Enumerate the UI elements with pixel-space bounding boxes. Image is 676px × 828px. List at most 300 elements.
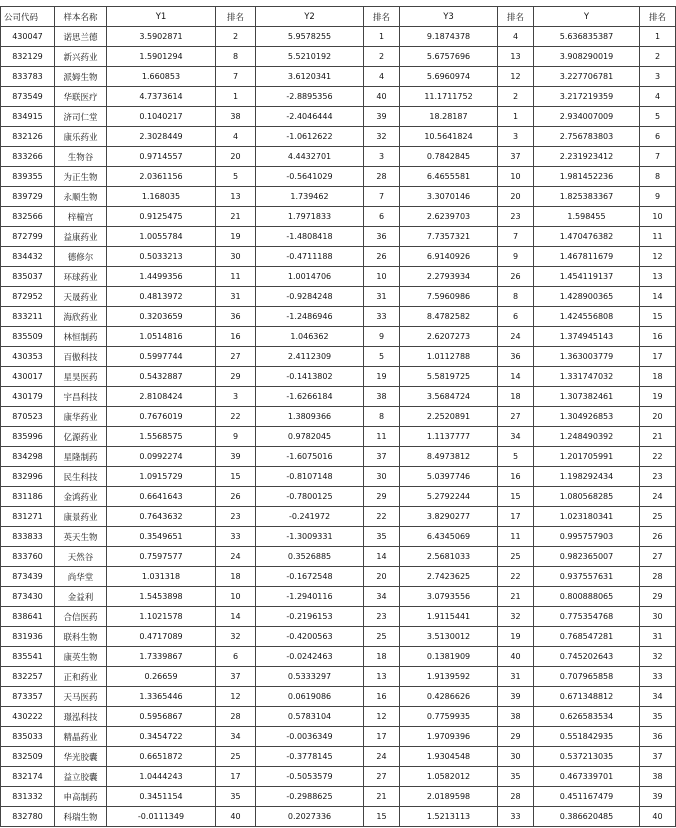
table-row (1, 687, 676, 707)
cell-rank2: 13 (364, 667, 400, 687)
cell-y: 0.707965858 (534, 667, 640, 687)
cell-name: 星隆制药 (55, 447, 107, 467)
cell-rank1: 3 (216, 387, 256, 407)
cell-rank: 17 (640, 347, 676, 367)
table-row (1, 747, 676, 767)
cell-y2: -0.9284248 (256, 287, 364, 307)
cell-code: 430179 (1, 387, 55, 407)
cell-y2: 3.6120341 (256, 67, 364, 87)
cell-rank1: 24 (216, 547, 256, 567)
cell-rank1: 38 (216, 107, 256, 127)
cell-rank2: 6 (364, 207, 400, 227)
cell-rank2: 29 (364, 487, 400, 507)
cell-rank1: 8 (216, 47, 256, 67)
cell-y3: 0.7759935 (400, 707, 498, 727)
cell-rank: 35 (640, 707, 676, 727)
cell-rank: 22 (640, 447, 676, 467)
cell-code: 839729 (1, 187, 55, 207)
cell-y2: 0.9782045 (256, 427, 364, 447)
table-row (1, 27, 676, 47)
cell-name: 益康药业 (55, 227, 107, 247)
cell-code: 833783 (1, 67, 55, 87)
cell-y: 0.626583534 (534, 707, 640, 727)
header-row (1, 7, 676, 27)
cell-code: 833266 (1, 147, 55, 167)
cell-y2: -0.5641029 (256, 167, 364, 187)
cell-y3: 2.6207273 (400, 327, 498, 347)
cell-y3: 2.6239703 (400, 207, 498, 227)
cell-y: 0.537213035 (534, 747, 640, 767)
cell-y3: 3.0793556 (400, 587, 498, 607)
header-rank2: 排名 (364, 7, 400, 27)
table-row (1, 67, 676, 87)
cell-rank: 15 (640, 307, 676, 327)
cell-rank1: 34 (216, 727, 256, 747)
table-row (1, 87, 676, 107)
table-row (1, 207, 676, 227)
cell-rank3: 12 (498, 67, 534, 87)
cell-y1: 0.6641643 (107, 487, 216, 507)
cell-y3: 1.9304548 (400, 747, 498, 767)
cell-y3: 2.7423625 (400, 567, 498, 587)
cell-y: 1.201705991 (534, 447, 640, 467)
cell-y3: 2.2793934 (400, 267, 498, 287)
cell-rank2: 25 (364, 627, 400, 647)
cell-name: 林恒制药 (55, 327, 107, 347)
cell-y1: 4.7373614 (107, 87, 216, 107)
table-row (1, 267, 676, 287)
cell-y3: 10.5641824 (400, 127, 498, 147)
cell-rank1: 39 (216, 447, 256, 467)
cell-rank2: 33 (364, 307, 400, 327)
cell-rank1: 32 (216, 627, 256, 647)
cell-y1: 0.6651872 (107, 747, 216, 767)
cell-y1: 0.0992274 (107, 447, 216, 467)
cell-rank: 18 (640, 367, 676, 387)
cell-rank: 33 (640, 667, 676, 687)
cell-y3: 5.6960974 (400, 67, 498, 87)
cell-code: 832566 (1, 207, 55, 227)
cell-y: 1.331747032 (534, 367, 640, 387)
cell-rank1: 2 (216, 27, 256, 47)
header-y3: Y3 (400, 7, 498, 27)
cell-rank1: 1 (216, 87, 256, 107)
cell-y2: 0.2027336 (256, 807, 364, 827)
cell-rank2: 5 (364, 347, 400, 367)
cell-rank3: 28 (498, 787, 534, 807)
cell-y1: 1.5453898 (107, 587, 216, 607)
cell-rank: 21 (640, 427, 676, 447)
cell-rank1: 7 (216, 67, 256, 87)
cell-rank2: 8 (364, 407, 400, 427)
cell-rank2: 24 (364, 747, 400, 767)
cell-code: 870523 (1, 407, 55, 427)
cell-y2: 5.9578255 (256, 27, 364, 47)
cell-y3: 1.9115441 (400, 607, 498, 627)
table-row (1, 307, 676, 327)
cell-rank3: 30 (498, 747, 534, 767)
cell-rank3: 26 (498, 267, 534, 287)
cell-code: 873549 (1, 87, 55, 107)
cell-y2: -0.0242463 (256, 647, 364, 667)
cell-rank3: 27 (498, 407, 534, 427)
cell-rank: 5 (640, 107, 676, 127)
table-row (1, 427, 676, 447)
cell-rank: 2 (640, 47, 676, 67)
cell-y2: -1.2486946 (256, 307, 364, 327)
cell-rank3: 25 (498, 547, 534, 567)
cell-rank: 28 (640, 567, 676, 587)
cell-name: 派姆生物 (55, 67, 107, 87)
cell-y3: 5.6757696 (400, 47, 498, 67)
cell-rank: 9 (640, 187, 676, 207)
cell-code: 873357 (1, 687, 55, 707)
table-row (1, 467, 676, 487)
cell-y1: 1.168035 (107, 187, 216, 207)
cell-code: 832174 (1, 767, 55, 787)
cell-rank: 6 (640, 127, 676, 147)
cell-code: 833760 (1, 547, 55, 567)
cell-y3: 1.9709396 (400, 727, 498, 747)
table-row (1, 527, 676, 547)
cell-rank: 24 (640, 487, 676, 507)
table-row (1, 587, 676, 607)
cell-rank3: 29 (498, 727, 534, 747)
cell-rank: 32 (640, 647, 676, 667)
cell-name: 合信医药 (55, 607, 107, 627)
cell-rank2: 3 (364, 147, 400, 167)
header-rank: 排名 (640, 7, 676, 27)
cell-code: 872952 (1, 287, 55, 307)
table-row (1, 327, 676, 347)
cell-code: 430017 (1, 367, 55, 387)
cell-rank1: 37 (216, 667, 256, 687)
cell-y1: 0.7597577 (107, 547, 216, 567)
cell-y1: 0.4717089 (107, 627, 216, 647)
cell-rank3: 34 (498, 427, 534, 447)
cell-name: 尚华堂 (55, 567, 107, 587)
cell-code: 832780 (1, 807, 55, 827)
cell-rank2: 38 (364, 387, 400, 407)
cell-y2: -0.5053579 (256, 767, 364, 787)
cell-name: 宇昌科技 (55, 387, 107, 407)
cell-y3: 8.4782582 (400, 307, 498, 327)
cell-name: 天然谷 (55, 547, 107, 567)
cell-code: 832509 (1, 747, 55, 767)
cell-y3: 8.4973812 (400, 447, 498, 467)
cell-rank1: 18 (216, 567, 256, 587)
cell-code: 838641 (1, 607, 55, 627)
cell-rank2: 28 (364, 167, 400, 187)
cell-name: 金鸿药业 (55, 487, 107, 507)
cell-rank1: 28 (216, 707, 256, 727)
cell-name: 科瑞生物 (55, 807, 107, 827)
cell-code: 831271 (1, 507, 55, 527)
cell-y3: 2.5681033 (400, 547, 498, 567)
cell-y3: 1.1137777 (400, 427, 498, 447)
cell-rank1: 12 (216, 687, 256, 707)
cell-name: 为正生物 (55, 167, 107, 187)
table-row (1, 47, 676, 67)
cell-rank2: 19 (364, 367, 400, 387)
cell-rank: 14 (640, 287, 676, 307)
cell-y: 0.671348812 (534, 687, 640, 707)
cell-y: 1.428900365 (534, 287, 640, 307)
cell-rank2: 4 (364, 67, 400, 87)
cell-y3: 18.28187 (400, 107, 498, 127)
cell-rank1: 10 (216, 587, 256, 607)
cell-y1: 0.5956867 (107, 707, 216, 727)
cell-code: 835541 (1, 647, 55, 667)
cell-y2: -1.6266184 (256, 387, 364, 407)
cell-y: 0.995757903 (534, 527, 640, 547)
cell-y3: 3.3070146 (400, 187, 498, 207)
cell-code: 835509 (1, 327, 55, 347)
cell-name: 天马医药 (55, 687, 107, 707)
cell-y2: -1.4808418 (256, 227, 364, 247)
table-row (1, 387, 676, 407)
cell-name: 济司仁堂 (55, 107, 107, 127)
table-row (1, 787, 676, 807)
table-row (1, 667, 676, 687)
cell-y: 0.800888065 (534, 587, 640, 607)
cell-y: 1.598455 (534, 207, 640, 227)
cell-rank: 36 (640, 727, 676, 747)
cell-y3: 2.0189598 (400, 787, 498, 807)
cell-y2: 4.4432701 (256, 147, 364, 167)
cell-y2: -0.4200563 (256, 627, 364, 647)
cell-y1: 1.0055784 (107, 227, 216, 247)
cell-y2: 1.0014706 (256, 267, 364, 287)
cell-rank3: 32 (498, 607, 534, 627)
cell-rank3: 35 (498, 767, 534, 787)
cell-rank1: 20 (216, 147, 256, 167)
cell-rank3: 16 (498, 467, 534, 487)
cell-rank3: 37 (498, 147, 534, 167)
cell-code: 832129 (1, 47, 55, 67)
cell-rank: 19 (640, 387, 676, 407)
cell-y: 1.023180341 (534, 507, 640, 527)
cell-y2: -0.241972 (256, 507, 364, 527)
cell-name: 天晟药业 (55, 287, 107, 307)
cell-code: 835033 (1, 727, 55, 747)
cell-rank2: 36 (364, 227, 400, 247)
cell-name: 生物谷 (55, 147, 107, 167)
header-y1: Y1 (107, 7, 216, 27)
cell-y2: -1.2940116 (256, 587, 364, 607)
cell-rank1: 19 (216, 227, 256, 247)
cell-rank3: 13 (498, 47, 534, 67)
cell-rank3: 1 (498, 107, 534, 127)
cell-code: 834432 (1, 247, 55, 267)
cell-y: 1.424556808 (534, 307, 640, 327)
cell-y: 3.217219359 (534, 87, 640, 107)
cell-code: 430047 (1, 27, 55, 47)
cell-y: 1.467811679 (534, 247, 640, 267)
cell-name: 德修尔 (55, 247, 107, 267)
cell-y3: 6.4655581 (400, 167, 498, 187)
cell-y1: 0.9714557 (107, 147, 216, 167)
cell-rank: 37 (640, 747, 676, 767)
cell-code: 873439 (1, 567, 55, 587)
cell-y1: 1.0514816 (107, 327, 216, 347)
cell-rank2: 31 (364, 287, 400, 307)
cell-y: 1.454119137 (534, 267, 640, 287)
cell-y2: -0.8107148 (256, 467, 364, 487)
cell-rank3: 15 (498, 487, 534, 507)
cell-y3: 1.0582012 (400, 767, 498, 787)
cell-rank3: 19 (498, 627, 534, 647)
cell-rank1: 4 (216, 127, 256, 147)
cell-y3: 7.5960986 (400, 287, 498, 307)
table-row (1, 167, 676, 187)
cell-y1: 0.3454722 (107, 727, 216, 747)
cell-rank3: 6 (498, 307, 534, 327)
cell-name: 联科生物 (55, 627, 107, 647)
cell-y1: 1.0444243 (107, 767, 216, 787)
cell-rank: 12 (640, 247, 676, 267)
cell-y3: 2.2520891 (400, 407, 498, 427)
cell-rank2: 17 (364, 727, 400, 747)
cell-y3: 5.0397746 (400, 467, 498, 487)
cell-rank2: 37 (364, 447, 400, 467)
cell-y: 1.248490392 (534, 427, 640, 447)
cell-rank1: 22 (216, 407, 256, 427)
cell-rank: 39 (640, 787, 676, 807)
cell-rank3: 22 (498, 567, 534, 587)
cell-y2: -0.1413802 (256, 367, 364, 387)
cell-name: 亿源药业 (55, 427, 107, 447)
cell-rank3: 39 (498, 687, 534, 707)
cell-rank: 25 (640, 507, 676, 527)
cell-y: 3.227706781 (534, 67, 640, 87)
cell-rank3: 7 (498, 227, 534, 247)
cell-name: 环球药业 (55, 267, 107, 287)
cell-rank1: 25 (216, 747, 256, 767)
cell-y1: 1.660853 (107, 67, 216, 87)
cell-y2: 0.5783104 (256, 707, 364, 727)
cell-rank: 16 (640, 327, 676, 347)
cell-y1: 0.1040217 (107, 107, 216, 127)
cell-rank: 34 (640, 687, 676, 707)
cell-rank2: 14 (364, 547, 400, 567)
cell-rank1: 31 (216, 287, 256, 307)
cell-y3: 0.7842845 (400, 147, 498, 167)
cell-y2: -0.7800125 (256, 487, 364, 507)
table-row (1, 607, 676, 627)
cell-y3: 3.8290277 (400, 507, 498, 527)
cell-rank: 13 (640, 267, 676, 287)
cell-rank1: 11 (216, 267, 256, 287)
cell-y1: 0.7643632 (107, 507, 216, 527)
cell-y: 2.756783803 (534, 127, 640, 147)
cell-code: 872799 (1, 227, 55, 247)
cell-y: 0.551842935 (534, 727, 640, 747)
cell-y2: -0.4711188 (256, 247, 364, 267)
cell-code: 835037 (1, 267, 55, 287)
table-row (1, 627, 676, 647)
cell-rank1: 17 (216, 767, 256, 787)
cell-name: 璟泓科技 (55, 707, 107, 727)
cell-rank: 20 (640, 407, 676, 427)
cell-rank1: 30 (216, 247, 256, 267)
cell-y: 1.080568285 (534, 487, 640, 507)
cell-y: 1.307382461 (534, 387, 640, 407)
cell-rank3: 11 (498, 527, 534, 547)
cell-name: 益立胶囊 (55, 767, 107, 787)
cell-y1: 0.5033213 (107, 247, 216, 267)
cell-rank3: 20 (498, 187, 534, 207)
header-name: 样本名称 (55, 7, 107, 27)
cell-rank2: 9 (364, 327, 400, 347)
cell-y3: 6.4345069 (400, 527, 498, 547)
cell-rank1: 21 (216, 207, 256, 227)
cell-rank2: 34 (364, 587, 400, 607)
table-row (1, 227, 676, 247)
cell-y3: 3.5130012 (400, 627, 498, 647)
cell-y3: 5.2792244 (400, 487, 498, 507)
cell-y2: -0.2988625 (256, 787, 364, 807)
table-row (1, 807, 676, 827)
cell-rank2: 12 (364, 707, 400, 727)
cell-rank3: 33 (498, 807, 534, 827)
header-y2: Y2 (256, 7, 364, 27)
cell-y1: 0.7676019 (107, 407, 216, 427)
table-row (1, 287, 676, 307)
cell-name: 申高制药 (55, 787, 107, 807)
cell-rank3: 38 (498, 707, 534, 727)
cell-y1: 0.3203659 (107, 307, 216, 327)
cell-name: 百傲科技 (55, 347, 107, 367)
cell-rank3: 10 (498, 167, 534, 187)
cell-y2: 5.5210192 (256, 47, 364, 67)
cell-y: 3.908290019 (534, 47, 640, 67)
cell-rank: 31 (640, 627, 676, 647)
cell-y2: -0.0036349 (256, 727, 364, 747)
cell-y1: 2.0361156 (107, 167, 216, 187)
table-row (1, 127, 676, 147)
cell-rank2: 40 (364, 87, 400, 107)
cell-rank1: 16 (216, 327, 256, 347)
cell-rank2: 7 (364, 187, 400, 207)
cell-code: 873430 (1, 587, 55, 607)
cell-y1: 0.5432887 (107, 367, 216, 387)
cell-rank: 30 (640, 607, 676, 627)
cell-rank2: 32 (364, 127, 400, 147)
cell-code: 430353 (1, 347, 55, 367)
cell-rank3: 21 (498, 587, 534, 607)
cell-y2: 1.7971833 (256, 207, 364, 227)
cell-rank1: 6 (216, 647, 256, 667)
cell-code: 832257 (1, 667, 55, 687)
cell-rank3: 31 (498, 667, 534, 687)
cell-name: 民生科技 (55, 467, 107, 487)
cell-rank3: 17 (498, 507, 534, 527)
cell-y1: 1.5568575 (107, 427, 216, 447)
table-row (1, 147, 676, 167)
cell-name: 永顺生物 (55, 187, 107, 207)
cell-rank2: 26 (364, 247, 400, 267)
cell-name: 星昊医药 (55, 367, 107, 387)
cell-code: 831936 (1, 627, 55, 647)
cell-y2: -1.0612622 (256, 127, 364, 147)
cell-rank3: 3 (498, 127, 534, 147)
table-row (1, 367, 676, 387)
cell-name: 精晶药业 (55, 727, 107, 747)
cell-code: 831186 (1, 487, 55, 507)
header-code: 公司代码 (1, 7, 55, 27)
table-body (1, 27, 676, 827)
